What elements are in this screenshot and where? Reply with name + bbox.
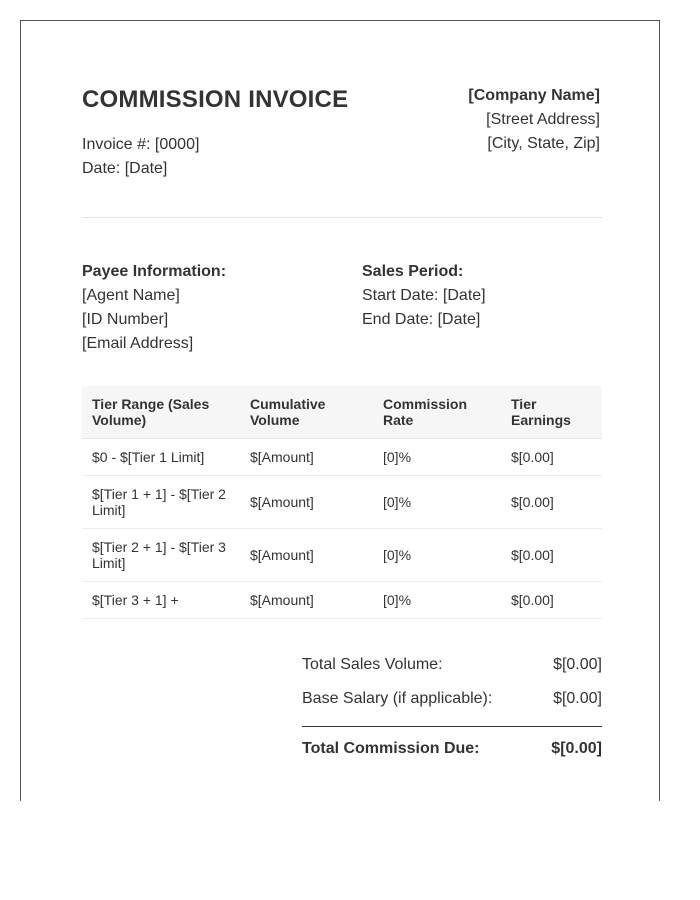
invoice-sheet <box>20 20 660 801</box>
header-cumulative-volume: Cumulative Volume <box>240 386 373 439</box>
payee-agent: [Agent Name] <box>82 287 180 304</box>
table-header-row <box>82 386 602 439</box>
company-city: [City, State, Zip] <box>487 135 600 152</box>
payee-email: [Email Address] <box>82 335 194 352</box>
header-divider <box>82 217 602 218</box>
tier-earnings-cell: $[0.00] <box>501 476 602 529</box>
table-row <box>82 476 602 529</box>
company-street: [Street Address] <box>486 111 600 128</box>
company-name: [Company Name] <box>468 87 600 104</box>
total-sales-row <box>302 655 602 675</box>
tier-range-cell: $[Tier 2 + 1] - $[Tier 3 Limit] <box>82 529 240 582</box>
total-commission-label: Total Commission Due: <box>302 740 480 757</box>
cumulative-volume-cell: $[Amount] <box>240 582 373 619</box>
commission-rate-cell: [0]% <box>373 529 501 582</box>
invoice-number: Invoice #: [0000] <box>82 136 200 153</box>
header-commission-rate: Commission Rate <box>373 386 501 439</box>
commission-rate-cell: [0]% <box>373 582 501 619</box>
sales-period <box>362 260 486 332</box>
base-salary-row <box>302 689 602 709</box>
payee-id: [ID Number] <box>82 311 169 328</box>
table-row <box>82 582 602 619</box>
table-row <box>82 439 602 476</box>
cumulative-volume-cell: $[Amount] <box>240 476 373 529</box>
commission-rate-cell: [0]% <box>373 439 501 476</box>
table-row <box>82 529 602 582</box>
summary-divider <box>302 726 602 727</box>
period-start: Start Date: [Date] <box>362 287 486 304</box>
total-sales-label: Total Sales Volume: <box>302 656 443 673</box>
header-tier-earnings: Tier Earnings <box>501 386 602 439</box>
header-tier-range: Tier Range (Sales Volume) <box>82 386 240 439</box>
tier-range-cell: $[Tier 1 + 1] - $[Tier 2 Limit] <box>82 476 240 529</box>
tier-range-cell: $[Tier 3 + 1] + <box>82 582 240 619</box>
payee-heading: Payee Information: <box>82 263 227 280</box>
tier-range-cell: $0 - $[Tier 1 Limit] <box>82 439 240 476</box>
invoice-title: COMMISSION INVOICE <box>82 86 349 113</box>
tier-earnings-cell: $[0.00] <box>501 439 602 476</box>
cumulative-volume-cell: $[Amount] <box>240 529 373 582</box>
commission-rate-cell: [0]% <box>373 476 501 529</box>
total-commission-row <box>302 739 602 759</box>
tier-earnings-cell: $[0.00] <box>501 582 602 619</box>
period-end: End Date: [Date] <box>362 311 481 328</box>
base-salary-label: Base Salary (if applicable): <box>302 690 493 707</box>
tier-earnings-cell: $[0.00] <box>501 529 602 582</box>
period-heading: Sales Period: <box>362 263 464 280</box>
total-sales-value: $[0.00] <box>553 656 602 673</box>
payee-info <box>82 260 226 356</box>
commission-table <box>82 386 602 619</box>
total-commission-value: $[0.00] <box>551 740 602 757</box>
cumulative-volume-cell: $[Amount] <box>240 439 373 476</box>
base-salary-value: $[0.00] <box>553 690 602 707</box>
invoice-date: Date: [Date] <box>82 160 168 177</box>
company-block <box>468 84 600 156</box>
